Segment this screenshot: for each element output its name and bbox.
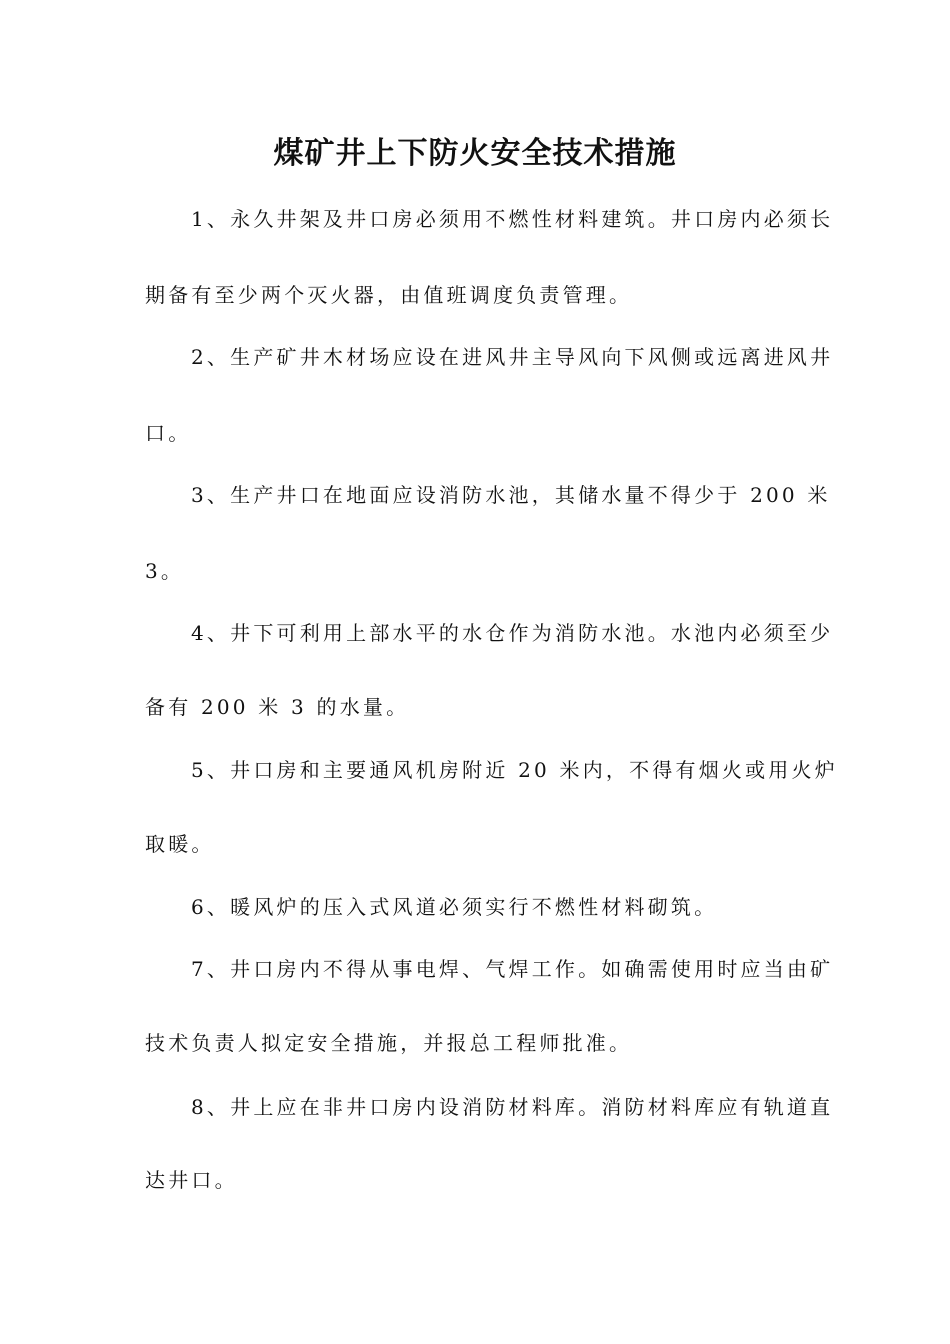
paragraph-8-line-2: 达井口。 — [145, 1168, 238, 1192]
paragraph-7-line-2: 技术负责人拟定安全措施，并报总工程师批准。 — [145, 1031, 633, 1055]
paragraph-6-line-1: 6、暖风炉的压入式风道必须实行不燃性材料砌筑。 — [191, 895, 718, 919]
paragraph-2-line-2: 口。 — [145, 421, 192, 445]
paragraph-8-line-1: 8、井上应在非井口房内设消防材料库。消防材料库应有轨道直 — [191, 1095, 834, 1119]
paragraph-7-line-1: 7、井口房内不得从事电焊、气焊工作。如确需使用时应当由矿 — [191, 957, 834, 981]
paragraph-4-line-1: 4、井下可利用上部水平的水仓作为消防水池。水池内必须至少 — [191, 621, 834, 645]
paragraph-1-line-1: 1、永久井架及井口房必须用不燃性材料建筑。井口房内必须长 — [191, 207, 834, 231]
paragraph-5-line-2: 取暖。 — [145, 832, 215, 856]
paragraph-3-line-1: 3、生产井口在地面应设消防水池，其储水量不得少于 200 米 — [191, 483, 831, 507]
paragraph-2-line-1: 2、生产矿井木材场应设在进风井主导风向下风侧或远离进风井 — [191, 345, 834, 369]
paragraph-5-line-1: 5、井口房和主要通风机房附近 20 米内，不得有烟火或用火炉 — [191, 758, 838, 782]
paragraph-1-line-2: 期备有至少两个灭火器，由值班调度负责管理。 — [145, 283, 633, 307]
paragraph-4-line-2: 备有 200 米 3 的水量。 — [145, 695, 410, 719]
paragraph-3-line-2: 3。 — [145, 559, 185, 583]
page-title: 煤矿井上下防火安全技术措施 — [273, 136, 677, 171]
